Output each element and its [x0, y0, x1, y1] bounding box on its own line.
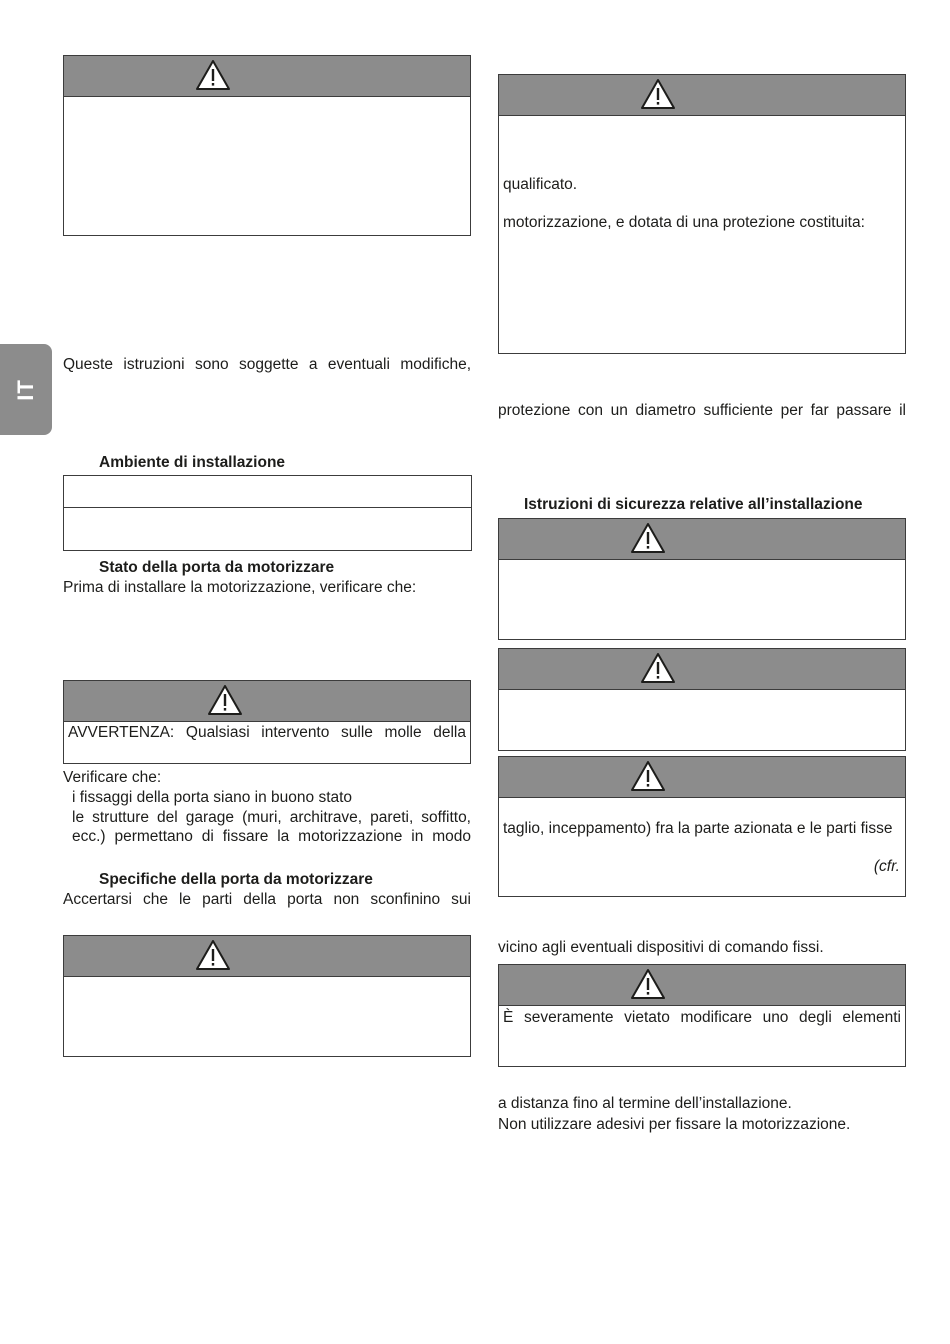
warning-box-header	[64, 936, 470, 977]
warning-box-r3	[498, 648, 906, 751]
verificare-label: Verificare che:	[63, 769, 162, 786]
warning-triangle-icon	[195, 939, 231, 971]
warning-box-header	[64, 56, 470, 97]
taglio-text: taglio, inceppamento) fra la parte azionata e le parti fisse	[503, 820, 893, 837]
list-item-strutture-line2: ecc.) permettano di fissare la motorizzazione in modo	[72, 828, 471, 845]
warning-box-header	[499, 757, 905, 798]
warning-box-header	[64, 681, 470, 722]
warning-box-1	[63, 55, 471, 236]
warning-box-header	[499, 75, 905, 116]
paragraph-vicino: vicino agli eventuali dispositivi di comando fissi.	[498, 939, 824, 956]
language-tab	[0, 344, 52, 435]
avvertenza-molle-text: AVVERTENZA: Qualsiasi intervento sulle molle della	[68, 724, 466, 741]
warning-box-header	[499, 519, 905, 560]
warning-box-3	[63, 935, 471, 1057]
warning-triangle-icon	[640, 652, 676, 684]
warning-box-r1	[498, 74, 906, 354]
paragraph-distanza: a distanza fino al termine dell’installazione.	[498, 1095, 792, 1112]
paragraph-accertarsi: Accertarsi che le parti della porta non sconfinino sui	[63, 891, 471, 908]
cfr-text: (cfr.	[873, 858, 900, 875]
paragraph-protezione-diametro: protezione con un diametro sufficiente per far passare il	[498, 402, 906, 419]
warning-triangle-icon	[630, 522, 666, 554]
warning-triangle-icon	[207, 684, 243, 716]
heading-ambiente-installazione: Ambiente di installazione	[99, 454, 286, 471]
warning-triangle-icon	[630, 760, 666, 792]
heading-stato-porta: Stato della porta da motorizzare	[99, 559, 335, 576]
ambiente-table-box	[63, 475, 472, 551]
paragraph-adesivi: Non utilizzare adesivi per fissare la motorizzazione.	[498, 1116, 851, 1133]
warning-box-r2	[498, 518, 906, 640]
warning-triangle-icon	[640, 78, 676, 110]
warning-triangle-icon	[195, 59, 231, 91]
list-item-fissaggi: i fissaggi della porta siano in buono stato	[72, 789, 353, 806]
language-tab-label: IT	[13, 379, 38, 401]
warning-box-header	[499, 649, 905, 690]
motorizzazione-protezione-text: motorizzazione, e dotata di una protezione costituita:	[503, 214, 865, 231]
warning-box-r5	[498, 964, 906, 1067]
warning-box-2	[63, 680, 471, 764]
warning-box-header	[499, 965, 905, 1006]
heading-specifiche-porta: Specifiche della porta da motorizzare	[99, 871, 373, 888]
paragraph-modifiche: Queste istruzioni sono soggette a eventuali modifiche,	[63, 356, 471, 373]
list-item-strutture-line1: le strutture del garage (muri, architrave, pareti, soffitto,	[72, 809, 471, 826]
heading-istruzioni-sicurezza: Istruzioni di sicurezza relative all’installazione	[524, 496, 863, 513]
vietato-text: È severamente vietato modificare uno degli elementi	[503, 1009, 901, 1026]
qualificato-text: qualificato.	[503, 176, 578, 193]
warning-box-r4	[498, 756, 906, 897]
table-divider	[64, 507, 471, 508]
paragraph-prima-installare: Prima di installare la motorizzazione, verificare che:	[63, 579, 417, 596]
warning-triangle-icon	[630, 968, 666, 1000]
